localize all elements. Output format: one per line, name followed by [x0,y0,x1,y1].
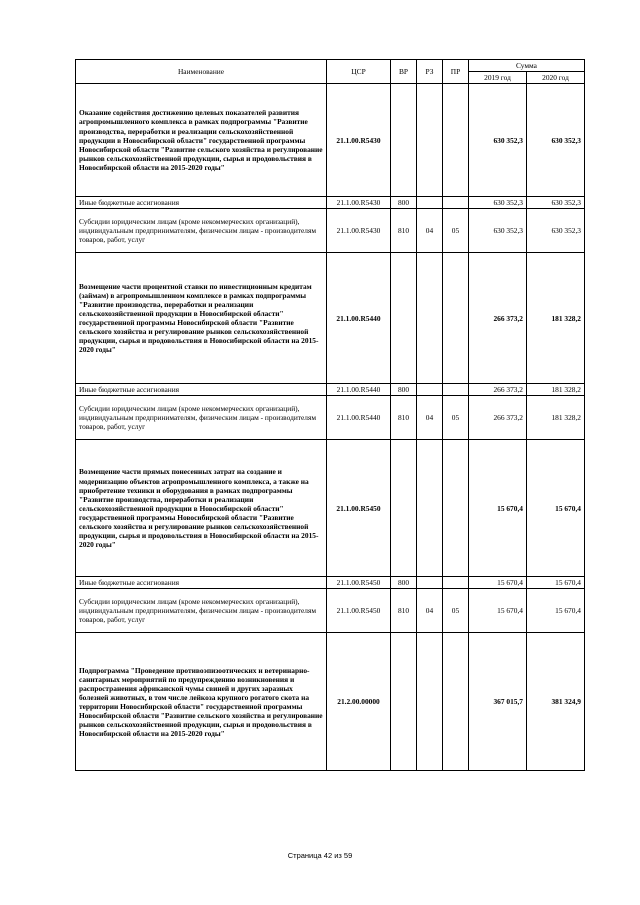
row-name: Иные бюджетные ассигнования [76,577,327,589]
row-vr: 810 [391,589,417,633]
row-rz [417,253,443,384]
budget-table [75,59,585,771]
row-vr: 800 [391,384,417,396]
row-name: Оказание содействия достижению целевых показателей развития агропромышленного комплекса в рамках подпрограммы "Развитие производства, переработки и реализации сельскохозяйственной продукции в Новосибирской области" государственной программы Новосибирской области "Развитие сельского хозяйства и регулирование рынков сельскохозяйственной продукции, сырья и продовольствия в Новосибирской области на 2015-2020 годы" [76,84,327,197]
row-pr: 05 [443,396,469,440]
row-csr: 21.1.00.R5450 [327,440,391,577]
row-csr: 21.1.00.R5440 [327,384,391,396]
row-sum-2020: 15 670,4 [527,589,585,633]
row-rz [417,440,443,577]
row-vr: 810 [391,209,417,253]
row-pr [443,633,469,771]
row-pr [443,197,469,209]
header-csr: ЦСР [327,60,391,84]
row-name: Возмещение части прямых понесенных затрат на создание и модернизацию объектов агропромышленного комплекса, а также на приобретение техники и оборудования в рамках подпрограммы "Развитие производства, переработки и реализации сельскохозяйственной продукции в Новосибирской области" государственной программы Новосибирской области "Развитие сельского хозяйства и регулирование рынков сельскохозяйственной продукции, сырья и продовольствия в Новосибирской области на 2015-2020 годы" [76,440,327,577]
row-sum-2020: 181 328,2 [527,253,585,384]
row-sum-2019: 630 352,3 [469,84,527,197]
header-vr: ВР [391,60,417,84]
row-name: Субсидии юридическим лицам (кроме некоммерческих организаций), индивидуальным предпринимателям, физическим лицам - производителям товаров, работ, услуг [76,396,327,440]
row-csr: 21.1.00.R5450 [327,577,391,589]
row-rz [417,577,443,589]
row-rz [417,84,443,197]
row-sum-2019: 367 015,7 [469,633,527,771]
table-row [76,633,585,771]
row-sum-2019: 630 352,3 [469,197,527,209]
row-sum-2019: 266 373,2 [469,253,527,384]
row-vr [391,84,417,197]
row-pr [443,253,469,384]
row-name: Субсидии юридическим лицам (кроме некоммерческих организаций), индивидуальным предпринимателям, физическим лицам - производителям товаров, работ, услуг [76,209,327,253]
row-csr: 21.1.00.R5430 [327,197,391,209]
row-sum-2019: 266 373,2 [469,396,527,440]
table-row [76,589,585,633]
row-pr [443,384,469,396]
row-name: Подпрограмма "Проведение противоэпизоотических и ветеринарно-санитарных мероприятий по предупреждению возникновения и распространения африканской чумы свиней и других заразных болезней животных, в том числе лейкоза крупного рогатого скота на территории Новосибирской области" государственной программы Новосибирской области "Развитие сельского хозяйства и регулирование рынков сельскохозяйственной продукции, сырья и продовольствия в Новосибирской области на 2015-2020 годы" [76,633,327,771]
header-year-2019: 2019 год [469,72,527,84]
table-row [76,384,585,396]
row-sum-2019: 15 670,4 [469,589,527,633]
row-rz: 04 [417,396,443,440]
row-rz: 04 [417,209,443,253]
row-sum-2020: 15 670,4 [527,440,585,577]
row-sum-2020: 630 352,3 [527,84,585,197]
table-row [76,577,585,589]
header-name: Наименование [76,60,327,84]
row-pr: 05 [443,209,469,253]
header-rz: РЗ [417,60,443,84]
row-name: Иные бюджетные ассигнования [76,197,327,209]
row-pr [443,84,469,197]
row-csr: 21.1.00.R5430 [327,84,391,197]
table-row [76,84,585,197]
row-sum-2020: 181 328,2 [527,384,585,396]
row-csr: 21.1.00.R5450 [327,589,391,633]
page-number: Страница 42 из 59 [287,851,353,860]
table-row [76,396,585,440]
row-name: Субсидии юридическим лицам (кроме некоммерческих организаций), индивидуальным предпринимателям, физическим лицам - производителям товаров, работ, услуг [76,589,327,633]
row-sum-2020: 630 352,3 [527,197,585,209]
header-pr: ПР [443,60,469,84]
row-csr: 21.1.00.R5440 [327,253,391,384]
row-name: Возмещение части процентной ставки по инвестиционным кредитам (займам) в агропромышленном комплексе в рамках подпрограммы "Развитие производства, переработки и реализации сельскохозяйственной продукции в Новосибирской области" государственной программы Новосибирской области "Развитие сельского хозяйства и регулирование рынков сельскохозяйственной продукции, сырья и продовольствия в Новосибирской области на 2015-2020 годы" [76,253,327,384]
row-rz: 04 [417,589,443,633]
row-rz [417,384,443,396]
row-csr: 21.1.00.R5430 [327,209,391,253]
row-sum-2020: 181 328,2 [527,396,585,440]
row-sum-2019: 15 670,4 [469,440,527,577]
row-vr [391,633,417,771]
row-name: Иные бюджетные ассигнования [76,384,327,396]
row-sum-2019: 15 670,4 [469,577,527,589]
row-vr: 800 [391,197,417,209]
row-csr: 21.2.00.00000 [327,633,391,771]
header-year-2020: 2020 год [527,72,585,84]
row-pr [443,577,469,589]
row-vr [391,440,417,577]
table-row [76,197,585,209]
table-row [76,440,585,577]
row-sum-2019: 630 352,3 [469,209,527,253]
table-row [76,209,585,253]
row-csr: 21.1.00.R5440 [327,396,391,440]
row-sum-2020: 630 352,3 [527,209,585,253]
row-sum-2019: 266 373,2 [469,384,527,396]
row-pr [443,440,469,577]
row-pr: 05 [443,589,469,633]
row-sum-2020: 15 670,4 [527,577,585,589]
row-vr: 800 [391,577,417,589]
row-vr: 810 [391,396,417,440]
row-vr [391,253,417,384]
table-row [76,253,585,384]
row-rz [417,633,443,771]
row-rz [417,197,443,209]
row-sum-2020: 381 324,9 [527,633,585,771]
header-sum: Сумма [469,60,585,72]
